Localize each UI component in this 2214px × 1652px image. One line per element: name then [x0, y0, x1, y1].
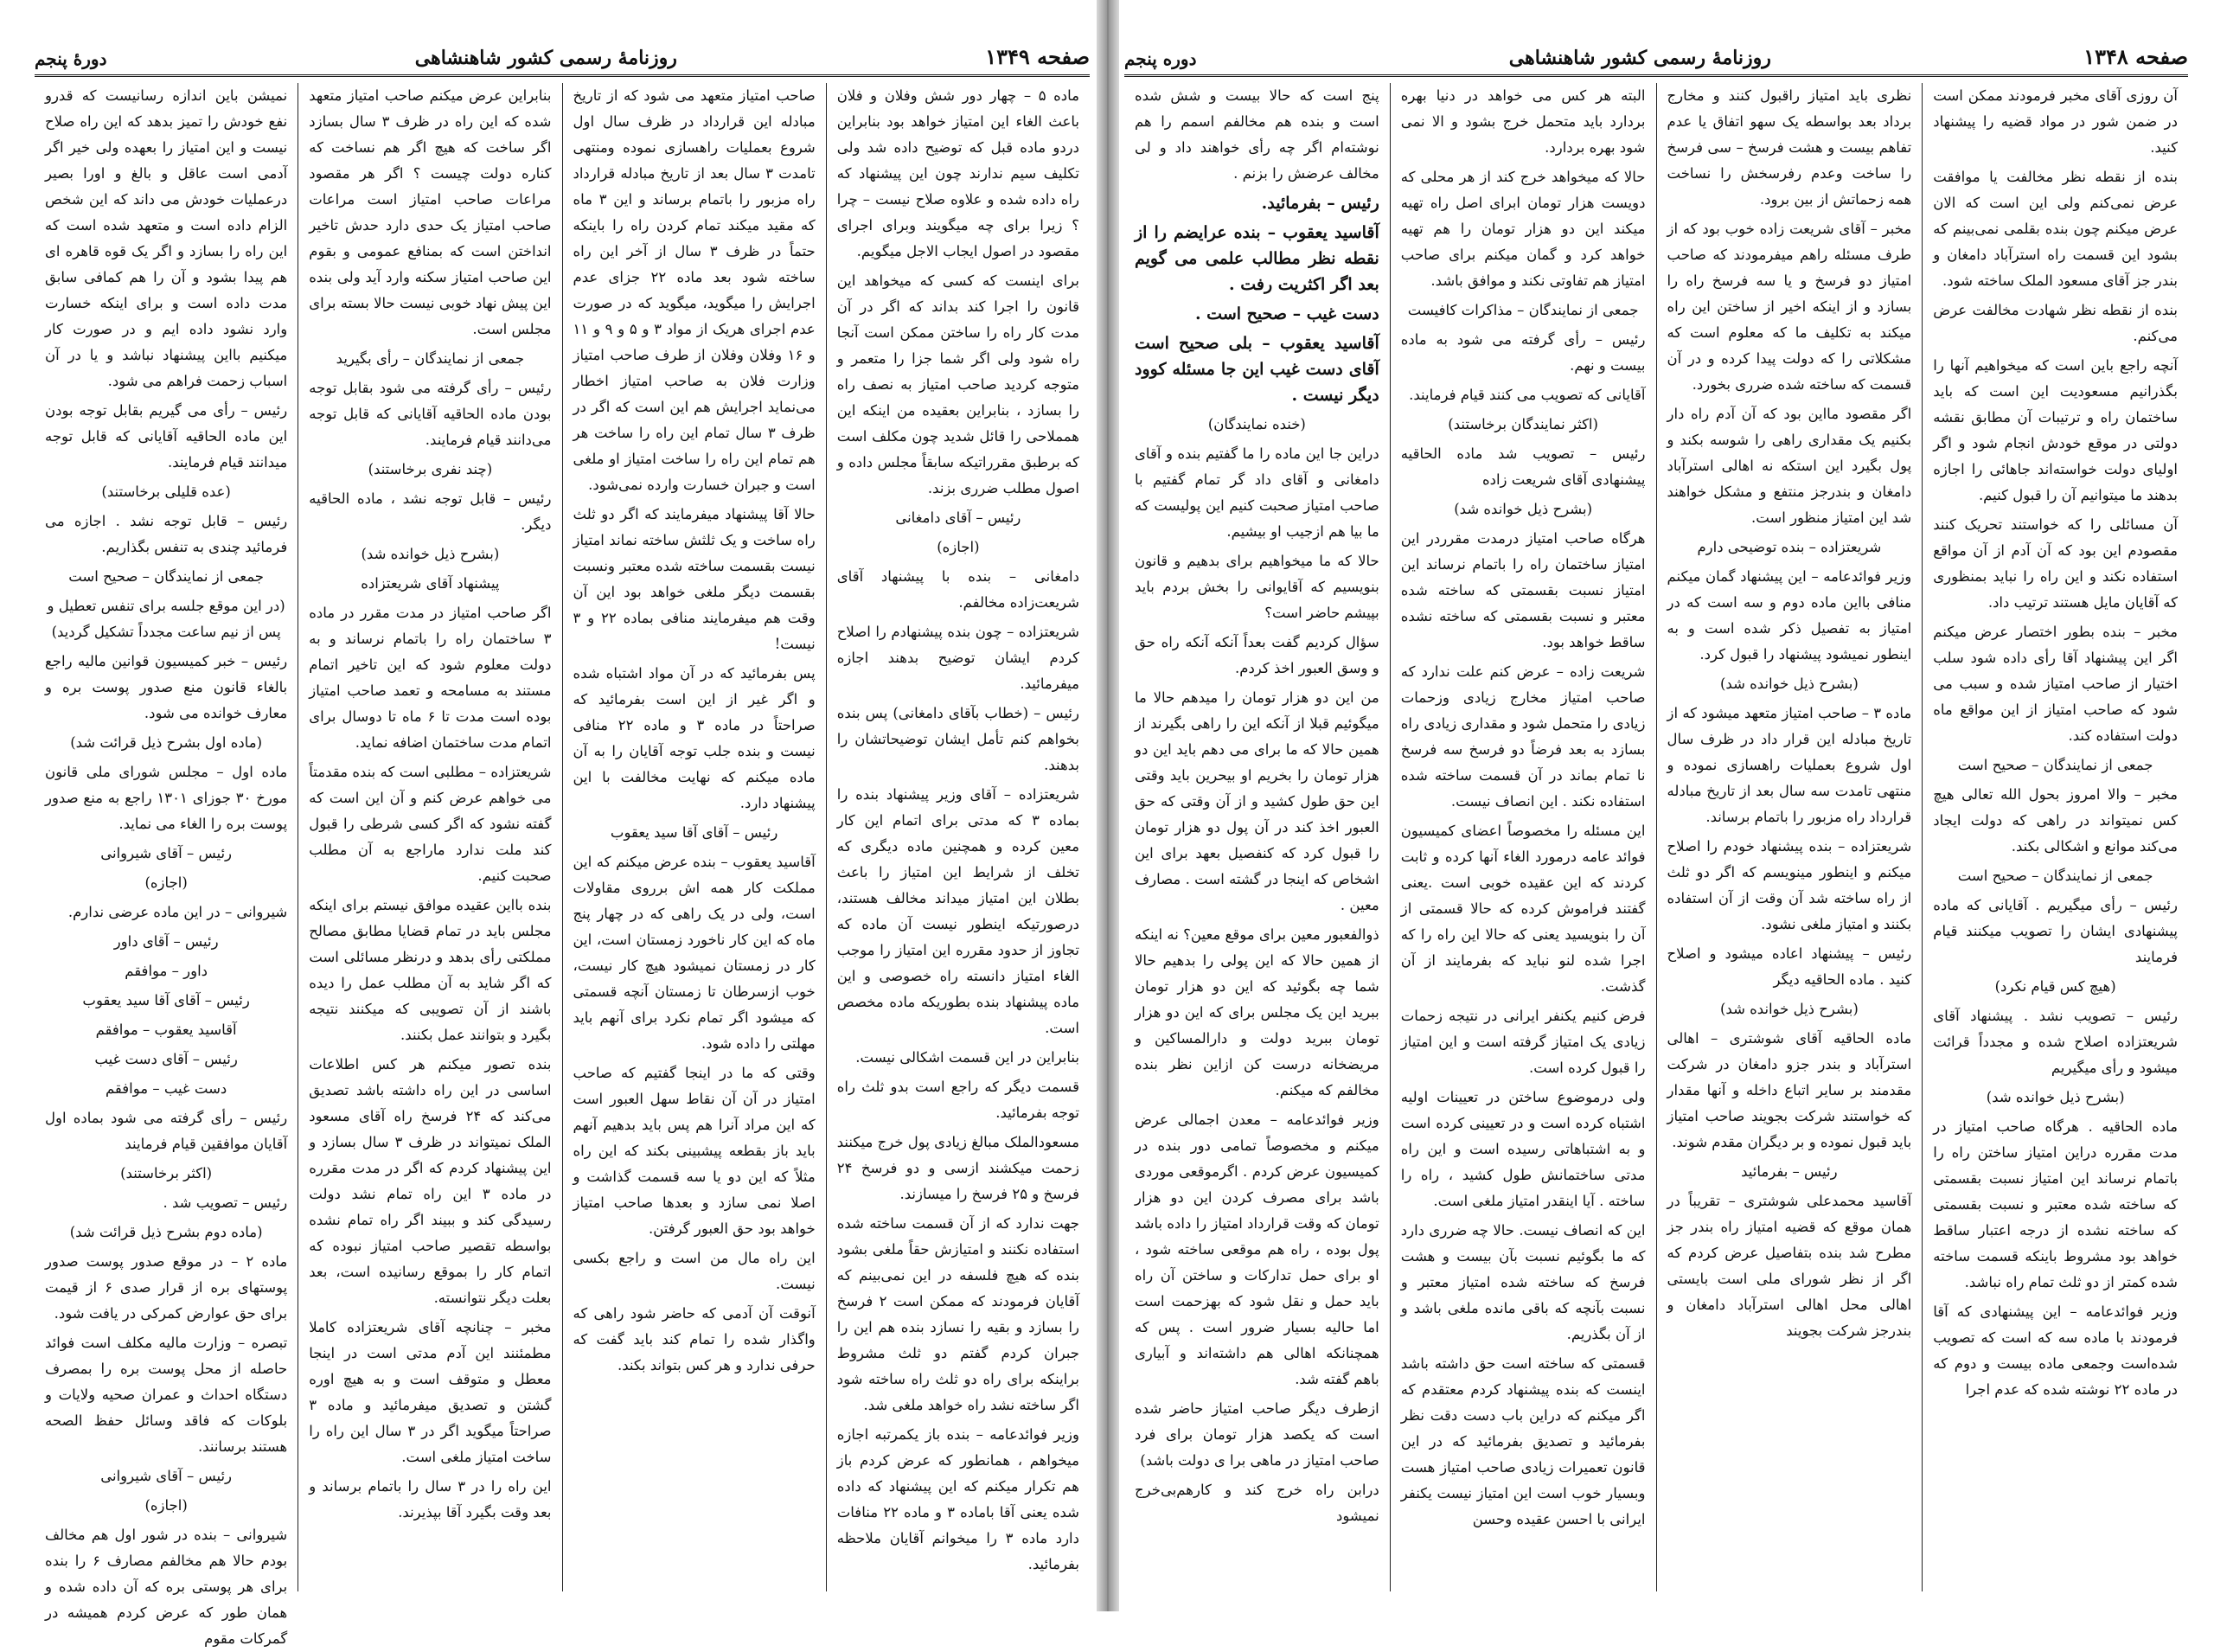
paragraph: (اجازه)	[144, 874, 188, 891]
paragraph: رئیس – تصویب شد .	[163, 1194, 288, 1211]
paragraph: جمعی از نمایندگان – صحیح است	[1957, 868, 2153, 884]
paragraph: ماده ۵ – چهار دور شش وفلان و فلان باعث الغاء این امتیاز خواهد بود بنابراین دردو ماده قبل که توضیح داده شد ولی تکلیف سیم ندارند چون این پیشنهاد که راه داده شده و علاوه صلاح نیست – چرا ؟ زیرا برای چه میگویند وبرای اجرای مقصود در اصول ایجاب الاجل میگویم.	[836, 87, 1080, 259]
paragraph: دامغانی – بنده با پیشنهاد آقای شریعت‌زاده مخالفم.	[836, 568, 1079, 611]
paragraph: (اجازه)	[144, 1497, 188, 1514]
paragraph: آقاسید یعقوب – بنده عرض میکنم که این مملکت کار همه اش برروی مقاولات است، ولی در یک راهی که در چهار پنج ماه که این کار ناخورد زمستان است، این کار در زمستان نمیشود هیچ کار نیست، خوب ازسرطان تا زمستان آنچه قسمتی که میشود اگر تمام نکرد برای آنهم باید مهلتی را داده شود.	[573, 854, 816, 1052]
paragraph: مخبر – والا امروز بحول الله تعالی هیچ کس نمیتواند در راهی که دولت ایجاد می‌کند موانع و اشکالی بکند.	[1933, 786, 2178, 855]
paragraph: (اجازه)	[937, 539, 980, 555]
paragraph: جمعی از نمایندگان – صحیح است	[68, 568, 265, 585]
paragraph: شیروانی – در این ماده عرضی ندارم.	[67, 904, 288, 920]
paragraph: رئیس – تصویب نشد . پیشنهاد آقای شریعتزاده اصلاح شده و مجدداً قرائت میشود و رأی میگیریم	[1933, 1008, 2178, 1076]
paragraph: وقتی که ما در اینجا گفتیم که صاحب امتیاز در آن آن نقاط سهل العبور است که این مراد آنرا هم پس باید بدهیم آنهم باید باز بقطعه پیشبینی بکند که این راه مثلاً که این دو یا سه قسمت گذاشت و اصلا نمی سازد و بعدها صاحب امتیاز خواهد بود حق العبور گرفتن.	[573, 1065, 816, 1237]
paragraph: بنابراین در این قسمت اشکالی نیست.	[855, 1049, 1079, 1066]
text-column	[1657, 83, 1923, 1591]
page-number: صفحه ۱۳۴۹	[985, 44, 1090, 69]
paragraph: ماده ۳ – صاحب امتیاز متعهد میشود که از تاریخ مبادله این قرار داد در ظرف سال اول شروع بعملیات راهسازی نموده و منتهی تامدت سه سال بعد از تاریخ مبادله قرارداد راه مزبور را باتمام برساند.	[1667, 705, 1912, 825]
paragraph: رئیس – رأی گرفته می شود به ماده بیست و نهم.	[1400, 331, 1646, 374]
paragraph: رئیس – قابل توجه نشد . اجازه می فرمائید چندی به تنفس بگذاریم.	[45, 513, 288, 555]
paragraph: دراین جا این ماده را ما گفتیم بنده و آقای دامغانی و آقای داد گر تمام گفتیم با صاحب امتیاز صحبت کنیم این پولیست که ما بیا هم ازجیب او بیشیم.	[1135, 445, 1379, 540]
paragraph: (بشرح ذیل خوانده شد)	[1454, 501, 1593, 517]
paragraph: ذوالفعبور معین برای موقع معین؟ نه اینکه از همین حالا که این پولی را بدهیم حالا شما چه بگوئید که این دو هزار تومان ببرید این یک مجلس برای که این دو هزار تومان ببرید دولت و دارالمساکین و مریضخانه درست کن ازاین نظر بنده مخالفم که میکنم.	[1135, 926, 1379, 1098]
paragraph: آن مسائلی را که خواستند تحریک کنند مقصودم این بود که آن آدم از آن مواقع استفاده نکند و این راه را نباید بمنظوری که آقایان مایل هستند ترتیب داد.	[1933, 516, 2178, 611]
paragraph: شریعتزاده – بنده پیشنهاد خودم را اصلاح میکنم و اینطور مینویسم که اگر دو ثلث از راه ساخته شد آن وقت از آن استفاده بکنند و امتیاز ملغی نشود.	[1667, 838, 1912, 932]
paragraph: وزیر فوائدعامه – بنده باز یکمرتبه اجازه میخواهم ، همانطور که عرض کردم باز هم تکرار میکنم که این پیشنهاد که داده شده یعنی آقا باماده ۳ و ماده ۲۲ منافات دارد ماده ۳ را میخوانم آقایان ملاحظه بفرمائید.	[836, 1426, 1079, 1572]
paragraph: جمعی از نمایندگان – مذاکرات کافیست	[1407, 302, 1639, 318]
paragraph: ماده ۲ – در موقع صدور پوست صدور پوستهای بره از قرار صدی ۶ از قیمت برای حق عوارض کمرکی در یافت شود.	[45, 1253, 288, 1322]
paragraph: (هیچ کس قیام نکرد)	[1994, 978, 2116, 995]
paragraph: پس بفرمائید که در آن مواد اشتباه شده و اگر غیر از این است بفرمائید که صراحتاً در ماده ۳ و ماده ۲۲ منافی نیست و بنده جلب توجه آقایان را به آن ماده میکنم که نهایت مخالفت با این پیشنهاد دارد.	[573, 665, 816, 811]
page-gutter	[1097, 0, 1119, 1611]
paragraph: البته هر کس می خواهد در دنیا بهره بردارد باید متحمل خرج بشود و الا نمی شود بهره بردارد.	[1400, 87, 1646, 156]
paragraph: برای اینست که کسی که میخواهد این قانون را اجرا کند بداند که اگر در آن مدت کار راه را ساختن ممکن است آنجا راه شود ولی اگر شما جزا را متعمر و متوجه کردید صاحب امتیاز به نصف راه را بسازد ، بنابراین بعقیده من اینکه این همملاحی را قائل شدید چون مکلف است که برطبق مقرراتیکه سابقاً مجلس داده و اصول مطلب ضرری بزند.	[836, 272, 1079, 496]
paragraph: (بشرح ذیل خوانده شد)	[1986, 1089, 2125, 1105]
paragraph: وزیر فوائدعامه – معدن اجمالی عرض میکنم و مخصوصاً تمامی دور بنده در کمیسیون عرض کردم . اگرموقعی موردی باشد برای مصرف کردن این دو هزار تومان که وقت قرارداد امتیاز را داده باشد پول بوده ، راه هم موقعی ساخته شود ، او برای حمل تدارکات و ساختن آن راه باید حمل و نقل شود که بهزحمت است اما حالیه بسیار ضرور است . پس که همچنانکه اهالی هم داشته‌اند و آبیاری باهم گفته شد.	[1135, 1111, 1379, 1387]
paragraph: تبصره – وزارت مالیه مکلف است فوائد حاصله از محل پوست بره را بمصرف دستگاه احداث و عمران صحیه ولایات و بلوکات که فاقد وسائل حفظ الصحه هستند برسانند.	[45, 1335, 288, 1455]
newspaper-title: روزنامهٔ رسمی کشور شاهنشاهی	[1508, 47, 1771, 69]
paragraph: آقاسید یعقوب – بنده عرایضم را از نقطه نظر مطالب علمی می گویم بعد اگر اکثریت رفت .	[1135, 223, 1379, 294]
paragraph: (بشرح ذیل خوانده شد)	[1719, 1001, 1859, 1017]
paragraph: حالا آقا پیشنهاد میفرمایند که اگر دو ثلث راه ساخت و یک ثلثش ساخته نماند امتیاز نیست بقسمت ساخته شده معتبر ونسبت بقسمت دیگر ملغی خواهد بود این آن وقت هم میفرمایند منافی بماده ۲۲ و ۳ نیست!	[573, 506, 816, 652]
paragraph: (خنده نمایندگان)	[1207, 416, 1306, 432]
right-page	[1124, 26, 2188, 1591]
paragraph: این مسئله را مخصوصاً اعضای کمیسیون فوائد عامه درمورد الغاء آنها کرده و ثابت کردند که این عقیده خوبی است .یعنی گفتند فراموش کرده که حالا قسمتی از آن را بنویسید یعنی که حالا این راه را که اجرا شده لنو نباید که بفرمایند از آن گذشت.	[1400, 823, 1646, 995]
text-columns	[1124, 83, 2188, 1591]
paragraph: رئیس – رأی میگیریم . آقایانی که ماده پیشنهادی ایشان را تصویب میکنند قیام فرمایند	[1933, 897, 2178, 965]
paragraph: شریعت زاده – عرض کنم علت ندارد که صاحب امتیاز مخارج زیادی وزحمات زیادی را متحمل شود و مقداری زیادی راه بسازد به بعد فرضاً دو فرسخ سه فرسخ نا تمام بماند در آن قسمت ساخته شده استفاده نکند . این انصاف نیست.	[1400, 663, 1646, 810]
paragraph: داور – موافقم	[125, 963, 208, 979]
page-header	[1124, 26, 2188, 77]
paragraph: بنده بااین عقیده موافق نیستم برای اینکه مجلس باید در تمام قضایا مطابق مصالح مملکتی رأی بدهد و درنظر مسائلی است که اگر شاید به آن مطلب عمل را دیده باشند از آن تصویبی که میکنند نتیجه بگیرد و بتوانند عمل بکنند.	[309, 897, 552, 1043]
paragraph: بنده تصور میکنم هر کس اطلاعات اساسی در این راه داشته باشد تصدیق می‌کند که ۲۴ فرسخ راه آقای مسعود الملک نمیتواند در ظرف ۳ سال بسازد و این پیشنهاد کردم که اگر در مدت مقرره در ماده ۳ این راه تمام نشد دولت رسیدگی کند و ببیند اگر راه تمام نشده بواسطه تقصیر صاحب امتیاز نبوده که اتمام کار را بموقع رسانیده است، بعد بعلت دیگر نتوانسته.	[309, 1056, 552, 1306]
paragraph: (بشرح ذیل خوانده شد)	[361, 546, 500, 562]
paragraph: من این دو هزار تومان را میدهم حالا ما میگوئیم قبلا از آنکه این را راهی بگیرند از همین حالا که ما برای می دهم باید این دو هزار تومان را بخریم او بیحرین باید وقتی این حق طول کشید و از آن وقتی که حق العبور اخذ کند در آن پول دو هزار تومان را قبول کرد که کنفصیل بعهد برای این اشخاص که اینجا در گشته است . مصارف معین .	[1135, 689, 1379, 913]
paragraph: رئیس – آقای آقا سید یعقوب	[610, 824, 778, 841]
paragraph: رئیس – پیشنهاد اعاده میشود و اصلاح کنید . ماده الحاقیه دیگر	[1667, 945, 1912, 988]
paragraph: پنج است که حالا بیست و شش شده است و بنده هم مخالفم اسمم را هم نوشته‌ام اگر چه رأی خواهند داد و لی مخالف عرضش را بزنم .	[1135, 87, 1379, 182]
paragraph: فرض کنیم یکنفر ایرانی در نتیجه زحمات زیادی یک امتیاز گرفته است و این امتیاز را قبول کرده است.	[1400, 1008, 1646, 1076]
page-number: صفحه ۱۳۴۸	[2083, 44, 2188, 69]
paragraph: وزیر فوائدعامه – این پیشنهادی که آقا فرمودند با ماده سه که است که تصویب شده‌است وجمعی ماده بیست و دوم که در ماده ۲۲ نوشته شده که عدم اجرا	[1933, 1303, 2178, 1398]
paragraph: (ماده اول بشرح ذیل قرائت شد)	[70, 734, 263, 751]
paragraph: شریعتزاده – بنده توضیحی دارم	[1697, 539, 1882, 555]
paragraph: مخبر – بنده بطور اختصار عرض میکنم اگر این پیشنهاد آقا رأی داده شود سلب اختیار از صاحب امتیاز شده و سبب می شود که صاحب امتیاز از این مواقع ماه دولت استفاده کند.	[1933, 624, 2178, 744]
term-label: دورهٔ پنجم	[35, 48, 107, 69]
paragraph: هرگاه صاحب امتیاز درمدت مقرردر این امتیاز ساختمان راه را باتمام نرساند این امتیاز نسبت بقسمتی که ساخته شده معتبر و نسبت بقسمتی که ساخته نشده ساقط خواهد بود.	[1400, 530, 1646, 650]
paragraph: ماده الحاقیه . هرگاه صاحب امتیاز در مدت مقرره دراین امتیاز ساختن راه را باتمام نرساند این امتیاز نسبت بقسمتی که ساخته شده معتبر و نسبت بقسمتی که ساخته نشده از درجه اعتبار ساقط خواهد بود مشروط باینکه قسمت ساخته شده کمتر از دو ثلث تمام راه نباشد.	[1933, 1118, 2178, 1290]
paragraph: (اکثر برخاستند)	[120, 1165, 213, 1181]
paragraph: شریعتزاده – چون بنده پیشنهادم را اصلاح کردم ایشان توضیح بدهند اجازه میفرمائید.	[836, 624, 1079, 692]
paragraph: این راه را در ۳ سال را باتمام برساند و بعد وقت بگیرد آقا بپذیرند.	[309, 1478, 552, 1521]
newspaper-title: روزنامهٔ رسمی کشور شاهنشاهی	[414, 47, 677, 69]
text-column	[827, 83, 1090, 1591]
paragraph: بنده از نقطه نظر شهادت مخالفت عرض می‌کنم.	[1933, 302, 2178, 344]
paragraph: ولی درموضوع ساختن در تعیینات اولیه اشتباه کرده است و در تعیینی کرده است و به اشتباهاتی رسیده است و این راه مدتی ساختمانش طول کشید ، راه را ساخته . آیا اینقدر امتیاز ملغی است.	[1400, 1089, 1646, 1209]
paragraph: (در این موقع جلسه برای تنفس تعطیل و پس از نیم ساعت مجدداً تشکیل گردید)	[47, 598, 285, 640]
paragraph: آقایانی که تصویب می کنند قیام فرمایند.	[1409, 387, 1646, 403]
paragraph: مسعودالملک مبالغ زیادی پول خرج میکنند زحمت میکشند ازسی و دو فرسخ ۲۴ فرسخ و ۲۵ فرسخ را میسازند.	[836, 1134, 1079, 1202]
paragraph: (چند نفری برخاستند)	[368, 461, 493, 477]
paragraph: ماده الحاقیه آقای شوشتری – اهالی استرآباد و بندر جزو دامغان در شرکت مقدمند بر سایر اتباع داخله و آنها مقدار که خواستند شرکت بجویند صاحب امتیاز باید قبول نموده و بر دیگران مقدم شوند.	[1667, 1030, 1912, 1150]
text-column	[298, 83, 562, 1591]
paragraph: شریعتزاده – آقای وزیر پیشنهاد بنده را بماده ۳ که مدتی برای اتمام این کار معین کرده و همچنین ماده دیگری که تخلف از شرایط این امتیاز را باعث بطلان این امتیاز میداند مخالف هستند، درصورتیکه اینطور نیست آن ماده که تجاوز از حدود مقرره این امتیاز را موجب الغاء امتیاز دانسته راه خصوصی و این ماده پیشنهاد بنده بطوریکه ماده مخصص است.	[836, 786, 1079, 1036]
paragraph: رئیس – آقای شیروانی	[100, 1468, 233, 1484]
paragraph: شریعتزاده – مطلبی است که بنده مقدمتاً می خواهم عرض کنم و آن این است که گفته نشود که اگر کسی شرطی را قبول کند ملت ندارد ماراجع به آن مطلب صحبت کنیم.	[309, 764, 552, 884]
paragraph: شیروانی – بنده در شور اول هم مخالف بودم حالا هم مخالفم مصارف ۶ را بنده برای هر پوستی بره که آن داده شده و همان طور که عرض کردم همیشه در گمرکات مقوم	[45, 1527, 288, 1647]
paragraph: آنچه راجع باین است که میخواهیم آنها را بگذرانیم مسعودیت این است که باید ساختمان راه و ترتیبات آن مطابق نقشه دولتی در موقع خودش انجام شود و اگر اولیای دولت خواسته‌اند جاهائی را اجازه بدهند ما میتوانیم آن را قبول کنیم.	[1933, 357, 2178, 503]
paragraph: رئیس – (خطاب بآقای دامغانی) پس بنده بخواهم کنم تأمل ایشان توضیحاتشان را بدهند.	[836, 705, 1079, 773]
paragraph: آنوقت آن آدمی که حاضر شود راهی که واگذار شده را تمام کند باید گفت که حرفی ندارد و هر کس بتواند بکند.	[573, 1305, 816, 1373]
paragraph: رئیس – آقای دامغانی	[895, 509, 1021, 526]
paragraph: اگر مقصود مااین بود که آن آدم راه دار بکنیم یک مقداری راهی را شوسه بکند و پول بگیرد این استکه نه اهالی استرآباد دامغان و بندرجز منتفع و مشکل خواهند شد این امتیاز منظور است.	[1667, 406, 1912, 526]
paragraph: ازطرف دیگر صاحب امتیاز حاضر شده است که یکصد هزار تومان برای فرد صاحب امتیاز در ماهی برا ی دولت باشد)	[1135, 1400, 1379, 1469]
paragraph: رئیس – رأی گرفته می شود بقابل توجه بودن ماده الحاقیه آقایانی که قابل توجه می‌دانند قیام فرمایند.	[309, 380, 552, 448]
paragraph: مخبر – آقای شریعت زاده خوب بود که از طرف مسئله راهم میفرمودند که صاحب امتیاز دو فرسخ و یا سه فرسخ راه را بسازد و از اینکه اخیر از ساختن این راه میکند به تکلیف ما که معلوم است که مشکلاتی را که دولت پیدا کرده و در آن قسمت که ساخته شده ضرری بخورد.	[1667, 221, 1912, 393]
paragraph: بنابراین عرض میکنم صاحب امتیاز متعهد شده که این راه در ظرف ۳ سال بسازد اگر ساخت که هیچ اگر هم نساخت که کناره دولت چیست ؟ اگر هر مقصود مراعات صاحب امتیاز است مراعات صاحب امتیاز یک حدی دارد حدش تاخیر انداختن است که بمنافع عمومی و بقوم این صاحب امتیاز سکنه وارد آید ولی بنده این پیش نهاد خوبی نیست حالا بسته برای مجلس است.	[309, 87, 552, 337]
paragraph: این که انصاف نیست. حالا چه ضرری دارد که ما بگوئیم نسبت بآن بیست و هشت فرسخ که ساخته شده امتیاز معتبر و نسبت بآنچه که باقی مانده ملغی باشد و از آن بگذریم.	[1400, 1222, 1646, 1342]
paragraph: نمیشن باین اندازه رسانیست که قدرو نفع خودش را تمیز بدهد که این راه صلاح نیست و این امتیاز را بعهده ولی خیر اگر آدمی است عاقل و بالغ و اورا بصیر درعملیات خودش می داند که این شخص الزام داده است و متعهد شده است که این راه را بسازد و اگر یک قوه قاهره ای هم پیدا بشود و آن را هم کمافی سابق مدت داده است و برای اینکه خسارت وارد نشود داده ایم و در صورت کار میکنیم بااین پیشنهاد نباشد و یا در آن اسباب زحمت فراهم می شود.	[45, 87, 288, 389]
paragraph: جمعی از نمایندگان – رأی بگیرید	[336, 350, 525, 367]
paragraph: پیشنهاد آقای شریعتزاده	[361, 575, 500, 592]
paragraph: ماده اول – مجلس شورای ملی قانون مورخ ۳۰ جوزای ۱۳۰۱ راجع به منع صدور پوست بره را الغاء می نماید.	[45, 764, 288, 832]
text-column	[1923, 83, 2188, 1591]
text-column	[1124, 83, 1391, 1591]
paragraph: رئیس – بفرمائید	[1741, 1163, 1838, 1180]
paragraph: آن روزی آقای مخبر فرمودند ممکن است در ضمن شور در مواد قضیه را پیشنهاد کنید.	[1933, 87, 2178, 156]
paragraph: آقاسید یعقوب – موافقم	[95, 1021, 237, 1038]
term-label: دوره پنجم	[1124, 48, 1197, 69]
paragraph: رئیس – بفرمائید.	[1261, 194, 1379, 213]
paragraph: قسمت دیگر که راجع است بدو ثلث راه توجه بفرمائید.	[836, 1079, 1079, 1121]
paragraph: رئیس – رأی گرفته می شود بماده اول آقایان موافقین قیام فرمایند	[45, 1110, 288, 1152]
text-column	[1391, 83, 1657, 1591]
paragraph: جمعی از نمایندگان – صحیح است	[1957, 757, 2153, 773]
text-columns	[35, 83, 1090, 1647]
paragraph: دست غیب – صحیح است .	[1194, 304, 1379, 323]
paragraph: سؤال کردیم گفت بعداً آنکه آنکه راه حق و وسق العبور اخذ کردم.	[1135, 634, 1379, 676]
paragraph: رئیس – رأی می گیریم بقابل توجه بودن این ماده الحاقیه آقایانی که قابل توجه میدانند قیام فرمایند.	[45, 402, 288, 471]
paragraph: رئیس – خبر کمیسیون قوانین مالیه راجع بالغاء قانون منع صدور پوست بره و معارف خوانده می شود.	[45, 653, 288, 721]
paragraph: رئیس – آقای داور	[113, 933, 219, 950]
paragraph: (بشرح ذیل خوانده شد)	[1719, 676, 1859, 692]
paragraph: اگر صاحب امتیاز در مدت مقرر در ماده ۳ ساختمان راه را باتمام نرساند و به دولت معلوم شود که این تاخیر اتمام مستند به مسامحه و تعمد صاحب امتیاز بوده است مدت تا ۶ ماه تا دوسال برای اتمام مدت ساختمان اضافه نماید.	[309, 605, 552, 751]
paragraph: بنده از نقطه نظر مخالفت یا موافقت عرض نمی‌کنم ولی این است که الان عرض میکنم چون بنده بقلمی نمی‌بینم که بشود این قسمت راه استرآباد دامغان و بندر جز آقای مسعود الملک ساخته شود.	[1933, 169, 2178, 289]
paragraph: (عده قلیلی برخاستند)	[101, 483, 231, 500]
paragraph: رئیس – تصویب شد ماده الحاقیه پیشنهادی آقای شریعت زاده	[1400, 445, 1646, 488]
paragraph: صاحب امتیاز متعهد می شود که از تاریخ مبادله این قرارداد در ظرف سال اول شروع بعملیات راهسازی نموده ومنتهی تامدت ۳ سال بعد از تاریخ مبادله قرارداد راه مزبور را باتمام برساند و این ۳ ماه که مقید میکند تمام کردن راه را باینکه حتماً در ظرف ۳ سال از آخر این راه ساخته شود بعد ماده ۲۲ جزای عدم اجرایش را میگوید، میگوید که ‌‌‌‌در صورت عدم اجرای هریک از مواد ۳ و ۵ و ۹ و ۱۱ و ۱۶ وفلان وفلان از طرف صاحب امتیاز وزارت فلان به صاحب امتیاز اخطار می‌نماید اجرایش هم این است که اگر در ظرف ۳ سال تمام این راه را ساخت هر هم تمام این راه را ساخت امتیاز او ملغی است و جبران خسارت وارده نمی‌شود.	[573, 87, 816, 493]
paragraph: مخبر – چنانچه آقای شریعتزاده کاملا مطمئنند این آدم مدتی است در اینجا معطل و متوقف است و به هیچ اوره گشتن و تصدیق میفرمائید و ماده ۳ صراحتاً میگوید اگر در ۳ سال این راه را ساخت امتیاز ملغی است.	[309, 1319, 552, 1465]
paragraph: جهت ندارد که از آن قسمت ساخته شده استفاده نکنند و امتیازش حقاً ملغی بشود بنده که هیچ فلسفه در این نمی‌بینم که آقایان فرمودند که ممکن است ۲ فرسخ را بسازد و بقیه را نسازد بنده هم این را جبران کردم گفتم دو ثلث مشروط براینکه برای راه دو ثلث راه ساخته شود اگر ساخته نشد راه خواهد ملغی شد.	[836, 1215, 1079, 1413]
text-column	[35, 83, 298, 1647]
paragraph: قسمتی که ساخته است حق داشته باشد اینست که بنده پیشنهاد کردم معتقدم که اگر میکنم که دراین باب دست دقت نظر بفرمائید و تصدیق بفرمائید که در این قانون تعمیرات زیادی صاحب امتیاز هست وبسیار خوب است این امتیاز نیست یکنفر ایرانی با احسن عقیده وحسن	[1400, 1355, 1646, 1527]
paragraph: حالا که میخواهد خرج کند از هر محلی که دویست هزار تومان ابرای اصل راه تهیه میکند این دو هزار تومان را هم تهیه خواهد کرد و گمان میکنم برای صاحب امتیاز هم تفاوتی نکند و موافق باشد.	[1400, 169, 1646, 289]
paragraph: نظری باید امتیاز راقبول کنند و مخارج برداد بعد بواسطه یک سهو اتفاق یا عدم تفاهم بیست و هشت فرسخ – سی فرسخ را ساخت وعدم رفرسخش را نساخت همه زحماتش از بین برود.	[1667, 87, 1912, 208]
paragraph: رئیس – آقای شیروانی	[100, 845, 233, 861]
text-column	[563, 83, 827, 1591]
paragraph: (ماده دوم بشرح ذیل قرائت شد)	[69, 1224, 263, 1240]
paragraph: آقاسید یعقوب – بلی صحیح است آقای دست غیب این جا مسئله کوود دیگر نیست .	[1135, 334, 1379, 405]
paragraph: (اکثر نمایندگان برخاستند)	[1448, 416, 1598, 432]
paragraph: رئیس – قابل توجه نشد ، ماده الحاقیه دیگر.	[309, 490, 552, 533]
paragraph: رئیس – آقای دست غیب	[94, 1051, 238, 1067]
left-page	[35, 26, 1090, 1647]
paragraph: این راه مال من است و راجع بکسی نیست.	[573, 1250, 816, 1292]
paragraph: درابن راه خرج کند و کارهم‌بی‌خرج نمیشود	[1135, 1482, 1379, 1524]
paragraph: دست غیب – موافقم	[105, 1080, 227, 1097]
paragraph: حالا که ما میخواهیم برای بدهیم و قانون بنویسیم که آقایوانی را بخش بردم باید بپیشم حاضر است؟	[1135, 553, 1379, 621]
paragraph: رئیس – آقای آقا سید یعقوب	[82, 992, 250, 1008]
page-header	[35, 26, 1090, 77]
paragraph: آقاسید محمدعلی شوشتری – تقریباً در همان موقع که قضیه امتیاز راه بندر جز مطرح شد بنده بتفاصیل عرض کردم که اگر از نظر شورای ملی است بایستی اهالی محل اهالی استرآباد دامغان و بندرجز شرکت بجویند	[1667, 1193, 1912, 1339]
paragraph: وزیر فوائدعامه – این پیشنهاد گمان میکنم منافی بااین ماده دوم و سه است که در امتیاز به تفصیل ذکر شده است و به اینطور نمیشود پیشنهاد را قبول کرد.	[1667, 568, 1912, 663]
